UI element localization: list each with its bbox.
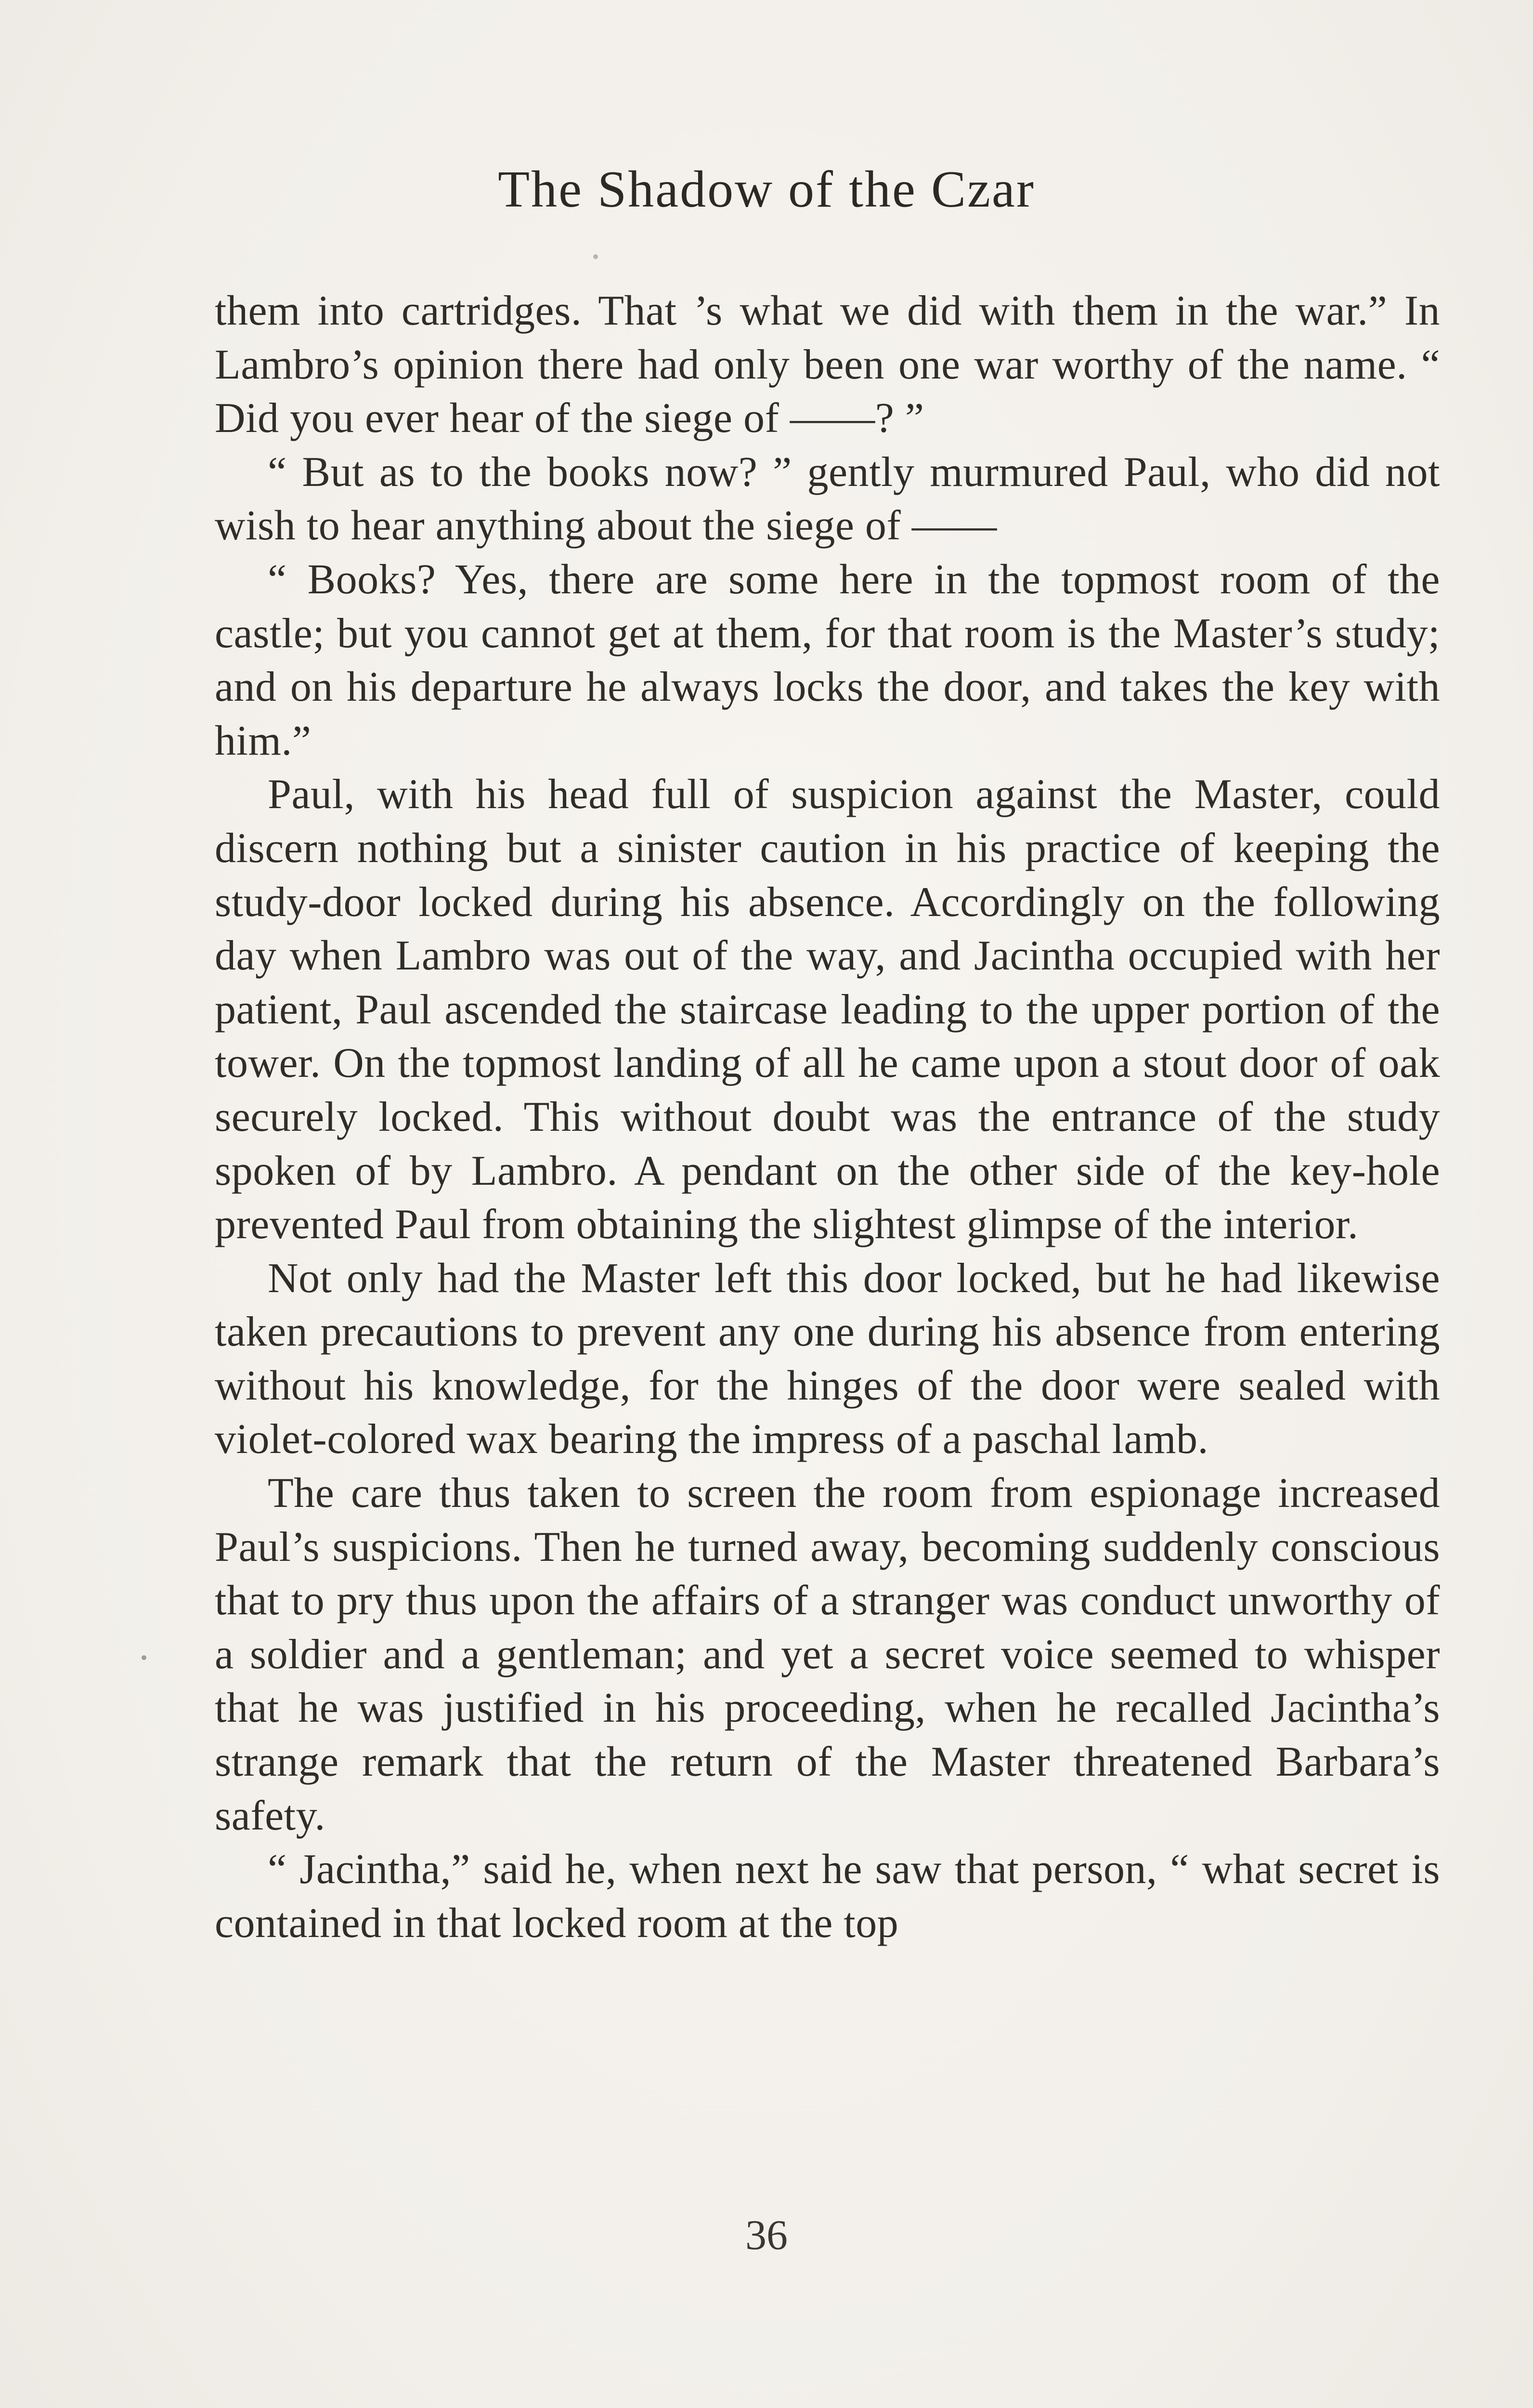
paragraph: Not only had the Master left this door locked, but he had likewise taken precautions to prevent any one during his absence from entering without his knowledge, for the hinges of the door were sealed with violet-colored wax bearing the impress of a paschal lamb. <box>215 1255 1440 1463</box>
margin-mark <box>142 1655 146 1660</box>
running-head: The Shadow of the Czar <box>498 161 1035 218</box>
body-text <box>215 284 1440 1950</box>
paragraph: “ Jacintha,” said he, when next he saw that person, “ what secret is contained in that locked room at the top <box>215 1846 1440 1947</box>
paragraph: The care thus taken to screen the room from espionage increased Paul’s suspicions. Then he turned away, becoming suddenly conscious that to pry thus upon the affairs of a stranger was conduct unworthy of a soldier and a gentleman; and yet a secret voice seemed to whisper that he was justified in his proceeding, when he recalled Jacintha’s strange remark that the return of the Master threatened Barbara’s safety. <box>215 1470 1440 1839</box>
ornament-dot <box>593 254 598 259</box>
paragraph: “ Books? Yes, there are some here in the topmost room of the castle; but you cannot get at them, for that room is the Master’s study; and on his departure he always locks the door, and takes the key with him.” <box>215 556 1440 764</box>
paragraph: them into cartridges. That ’s what we did with them in the war.” In Lambro’s opinion there had only been one war worthy of the name. “ Did you ever hear of the siege of ——? ” <box>215 288 1440 442</box>
page-number: 36 <box>745 2212 788 2259</box>
paragraph: “ But as to the books now? ” gently murmured Paul, who did not wish to hear anything about the siege of —— <box>215 448 1440 550</box>
paragraph: Paul, with his head full of suspicion against the Master, could discern nothing but a sinister caution in his practice of keeping the study-door locked during his absence. Accordingly on the following day when Lambro was out of the way, and Jacintha occupied with her patient, Paul ascended the staircase leading to the upper portion of the tower. On the topmost landing of all he came upon a stout door of oak securely locked. This without doubt was the entrance of the study spoken of by Lambro. A pendant on the other side of the key-hole prevented Paul from obtaining the slightest glimpse of the interior. <box>215 771 1440 1248</box>
